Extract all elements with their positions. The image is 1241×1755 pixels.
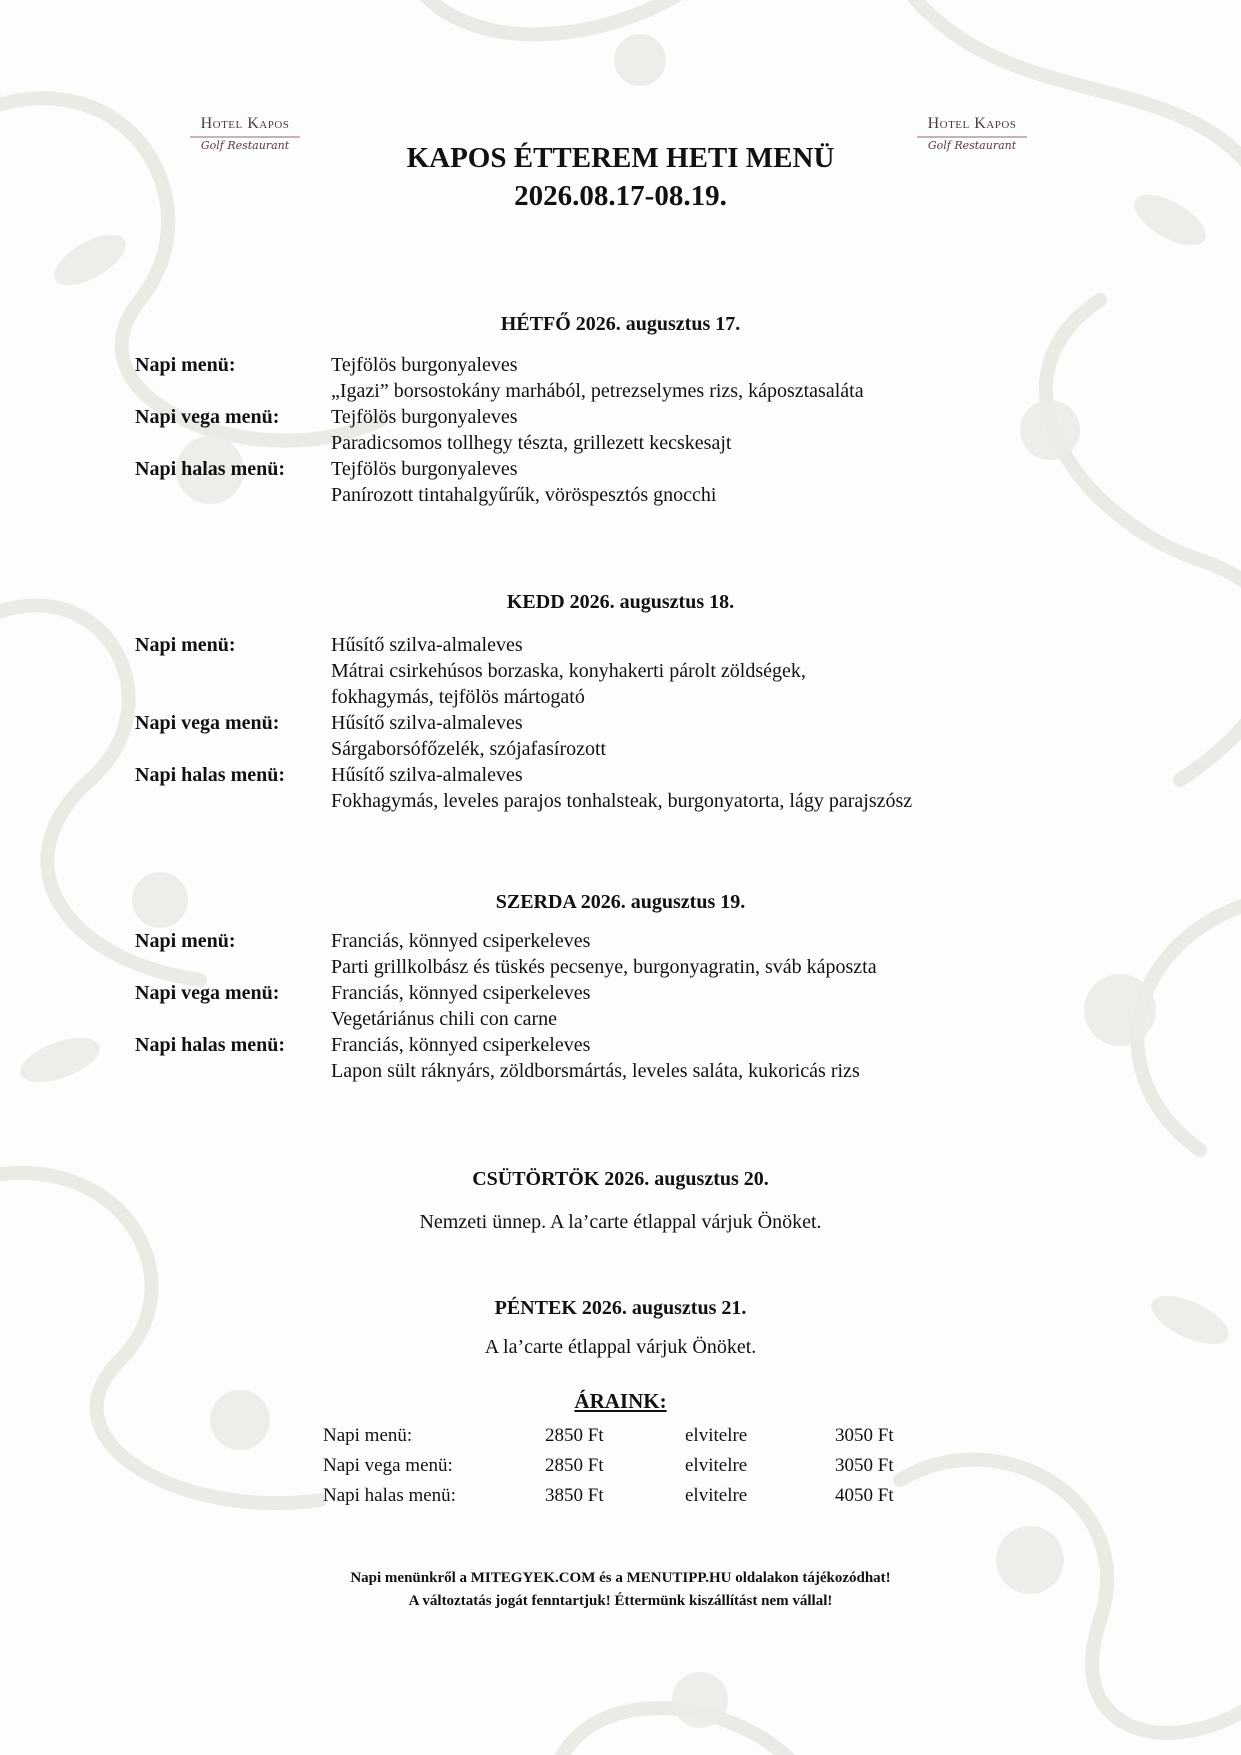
takeaway-price: 3050 Ft [835, 1455, 894, 1476]
menu-dish: „Igazi” borsostokány marhából, petrezselymes rizs, káposztasaláta [331, 380, 864, 402]
price-row [0, 1482, 1241, 1510]
menu-label: Napi halas menü: [135, 1034, 286, 1056]
menu-row [0, 762, 1241, 788]
menu-label: Napi menü: [135, 930, 236, 952]
menu-dish: fokhagymás, tejfölös mártogató [331, 686, 585, 708]
price-name: Napi menü: [323, 1425, 413, 1446]
menu-dish: Vegetáriánus chili con carne [331, 1008, 558, 1030]
logo-subtitle: Golf Restaurant [927, 139, 1017, 152]
menu-dish: Hűsítő szilva-almaleves [331, 712, 523, 734]
logo-title: Hotel Kapos [927, 115, 1017, 132]
menu-row [0, 482, 1241, 508]
menu-row [0, 404, 1241, 430]
menu-label: Napi vega menü: [135, 712, 280, 734]
friday-note: A la’carte étlappal várjuk Önöket. [484, 1336, 757, 1358]
menu-dish: Franciás, könnyed csiperkeleves [331, 982, 591, 1004]
price-value: 2850 Ft [545, 1455, 604, 1476]
takeaway-label: elvitelre [685, 1425, 748, 1446]
menu-row [0, 684, 1241, 710]
day-heading-friday: PÉNTEK 2026. augusztus 21. [494, 1297, 747, 1319]
menu-row [0, 378, 1241, 404]
thursday-note: Nemzeti ünnep. A la’carte étlappal várjuk Önöket. [419, 1211, 822, 1233]
menu-dish: Sárgaborsófőzelék, szójafasírozott [331, 738, 607, 760]
takeaway-price: 3050 Ft [835, 1425, 894, 1446]
menu-dish: Lapon sült ráknyárs, zöldborsmártás, leveles saláta, kukoricás rizs [331, 1060, 860, 1082]
menu-row [0, 710, 1241, 736]
takeaway-label: elvitelre [685, 1485, 748, 1506]
page-date-range: 2026.08.17-08.19. [514, 180, 727, 212]
menu-dish: Franciás, könnyed csiperkeleves [331, 1034, 591, 1056]
menu-dish: Mátrai csirkehúsos borzaska, konyhakerti párolt zöldségek, [331, 660, 806, 682]
menu-row [0, 352, 1241, 378]
menu-row [0, 980, 1241, 1006]
menu-dish: Parti grillkolbász és tüskés pecsenye, burgonyagratin, sváb káposzta [331, 956, 877, 978]
page-title: KAPOS ÉTTEREM HETI MENÜ [406, 142, 835, 174]
price-name: Napi halas menü: [323, 1485, 456, 1506]
menu-dish: Hűsítő szilva-almaleves [331, 764, 523, 786]
menu-row [0, 1032, 1241, 1058]
menu-label: Napi vega menü: [135, 406, 280, 428]
menu-label: Napi menü: [135, 354, 236, 376]
menu-row [0, 658, 1241, 684]
menu-dish: Tejfölös burgonyaleves [331, 458, 518, 480]
menu-row [0, 1006, 1241, 1032]
day-heading-wednesday: SZERDA 2026. augusztus 19. [495, 891, 746, 913]
prices-title: ÁRAINK: [574, 1389, 667, 1413]
menu-row [0, 456, 1241, 482]
price-row [0, 1422, 1241, 1450]
menu-row [0, 632, 1241, 658]
footer-info: Napi menünkről a MITEGYEK.COM és a MENUTIPP.HU oldalakon tájékozódhat! [350, 1570, 891, 1586]
logo-subtitle: Golf Restaurant [200, 139, 290, 152]
menu-dish: Fokhagymás, leveles parajos tonhalsteak, burgonyatorta, lágy parajszósz [331, 790, 913, 812]
logo-title: Hotel Kapos [200, 115, 290, 132]
menu-row [0, 430, 1241, 456]
menu-dish: Tejfölös burgonyaleves [331, 406, 518, 428]
menu-dish: Panírozott tintahalgyűrűk, vöröspesztós gnocchi [331, 484, 717, 506]
price-name: Napi vega menü: [323, 1455, 453, 1476]
day-heading-monday: HÉTFŐ 2026. augusztus 17. [500, 313, 741, 335]
footer-disclaimer: A változtatás jogát fenntartjuk! Éttermünk kiszállítást nem vállal! [408, 1593, 833, 1609]
takeaway-price: 4050 Ft [835, 1485, 894, 1506]
menu-row [0, 954, 1241, 980]
menu-label: Napi menü: [135, 634, 236, 656]
menu-row [0, 1058, 1241, 1084]
menu-dish: Tejfölös burgonyaleves [331, 354, 518, 376]
menu-label: Napi vega menü: [135, 982, 280, 1004]
price-row [0, 1452, 1241, 1480]
menu-dish: Hűsítő szilva-almaleves [331, 634, 523, 656]
menu-dish: Franciás, könnyed csiperkeleves [331, 930, 591, 952]
menu-label: Napi halas menü: [135, 458, 286, 480]
day-heading-tuesday: KEDD 2026. augusztus 18. [506, 591, 735, 613]
price-value: 3850 Ft [545, 1485, 604, 1506]
menu-row [0, 928, 1241, 954]
menu-row [0, 788, 1241, 814]
price-value: 2850 Ft [545, 1425, 604, 1446]
menu-row [0, 736, 1241, 762]
menu-label: Napi halas menü: [135, 764, 286, 786]
menu-dish: Paradicsomos tollhegy tészta, grillezett kecskesajt [331, 432, 732, 454]
takeaway-label: elvitelre [685, 1455, 748, 1476]
day-heading-thursday: CSÜTÖRTÖK 2026. augusztus 20. [472, 1168, 769, 1190]
